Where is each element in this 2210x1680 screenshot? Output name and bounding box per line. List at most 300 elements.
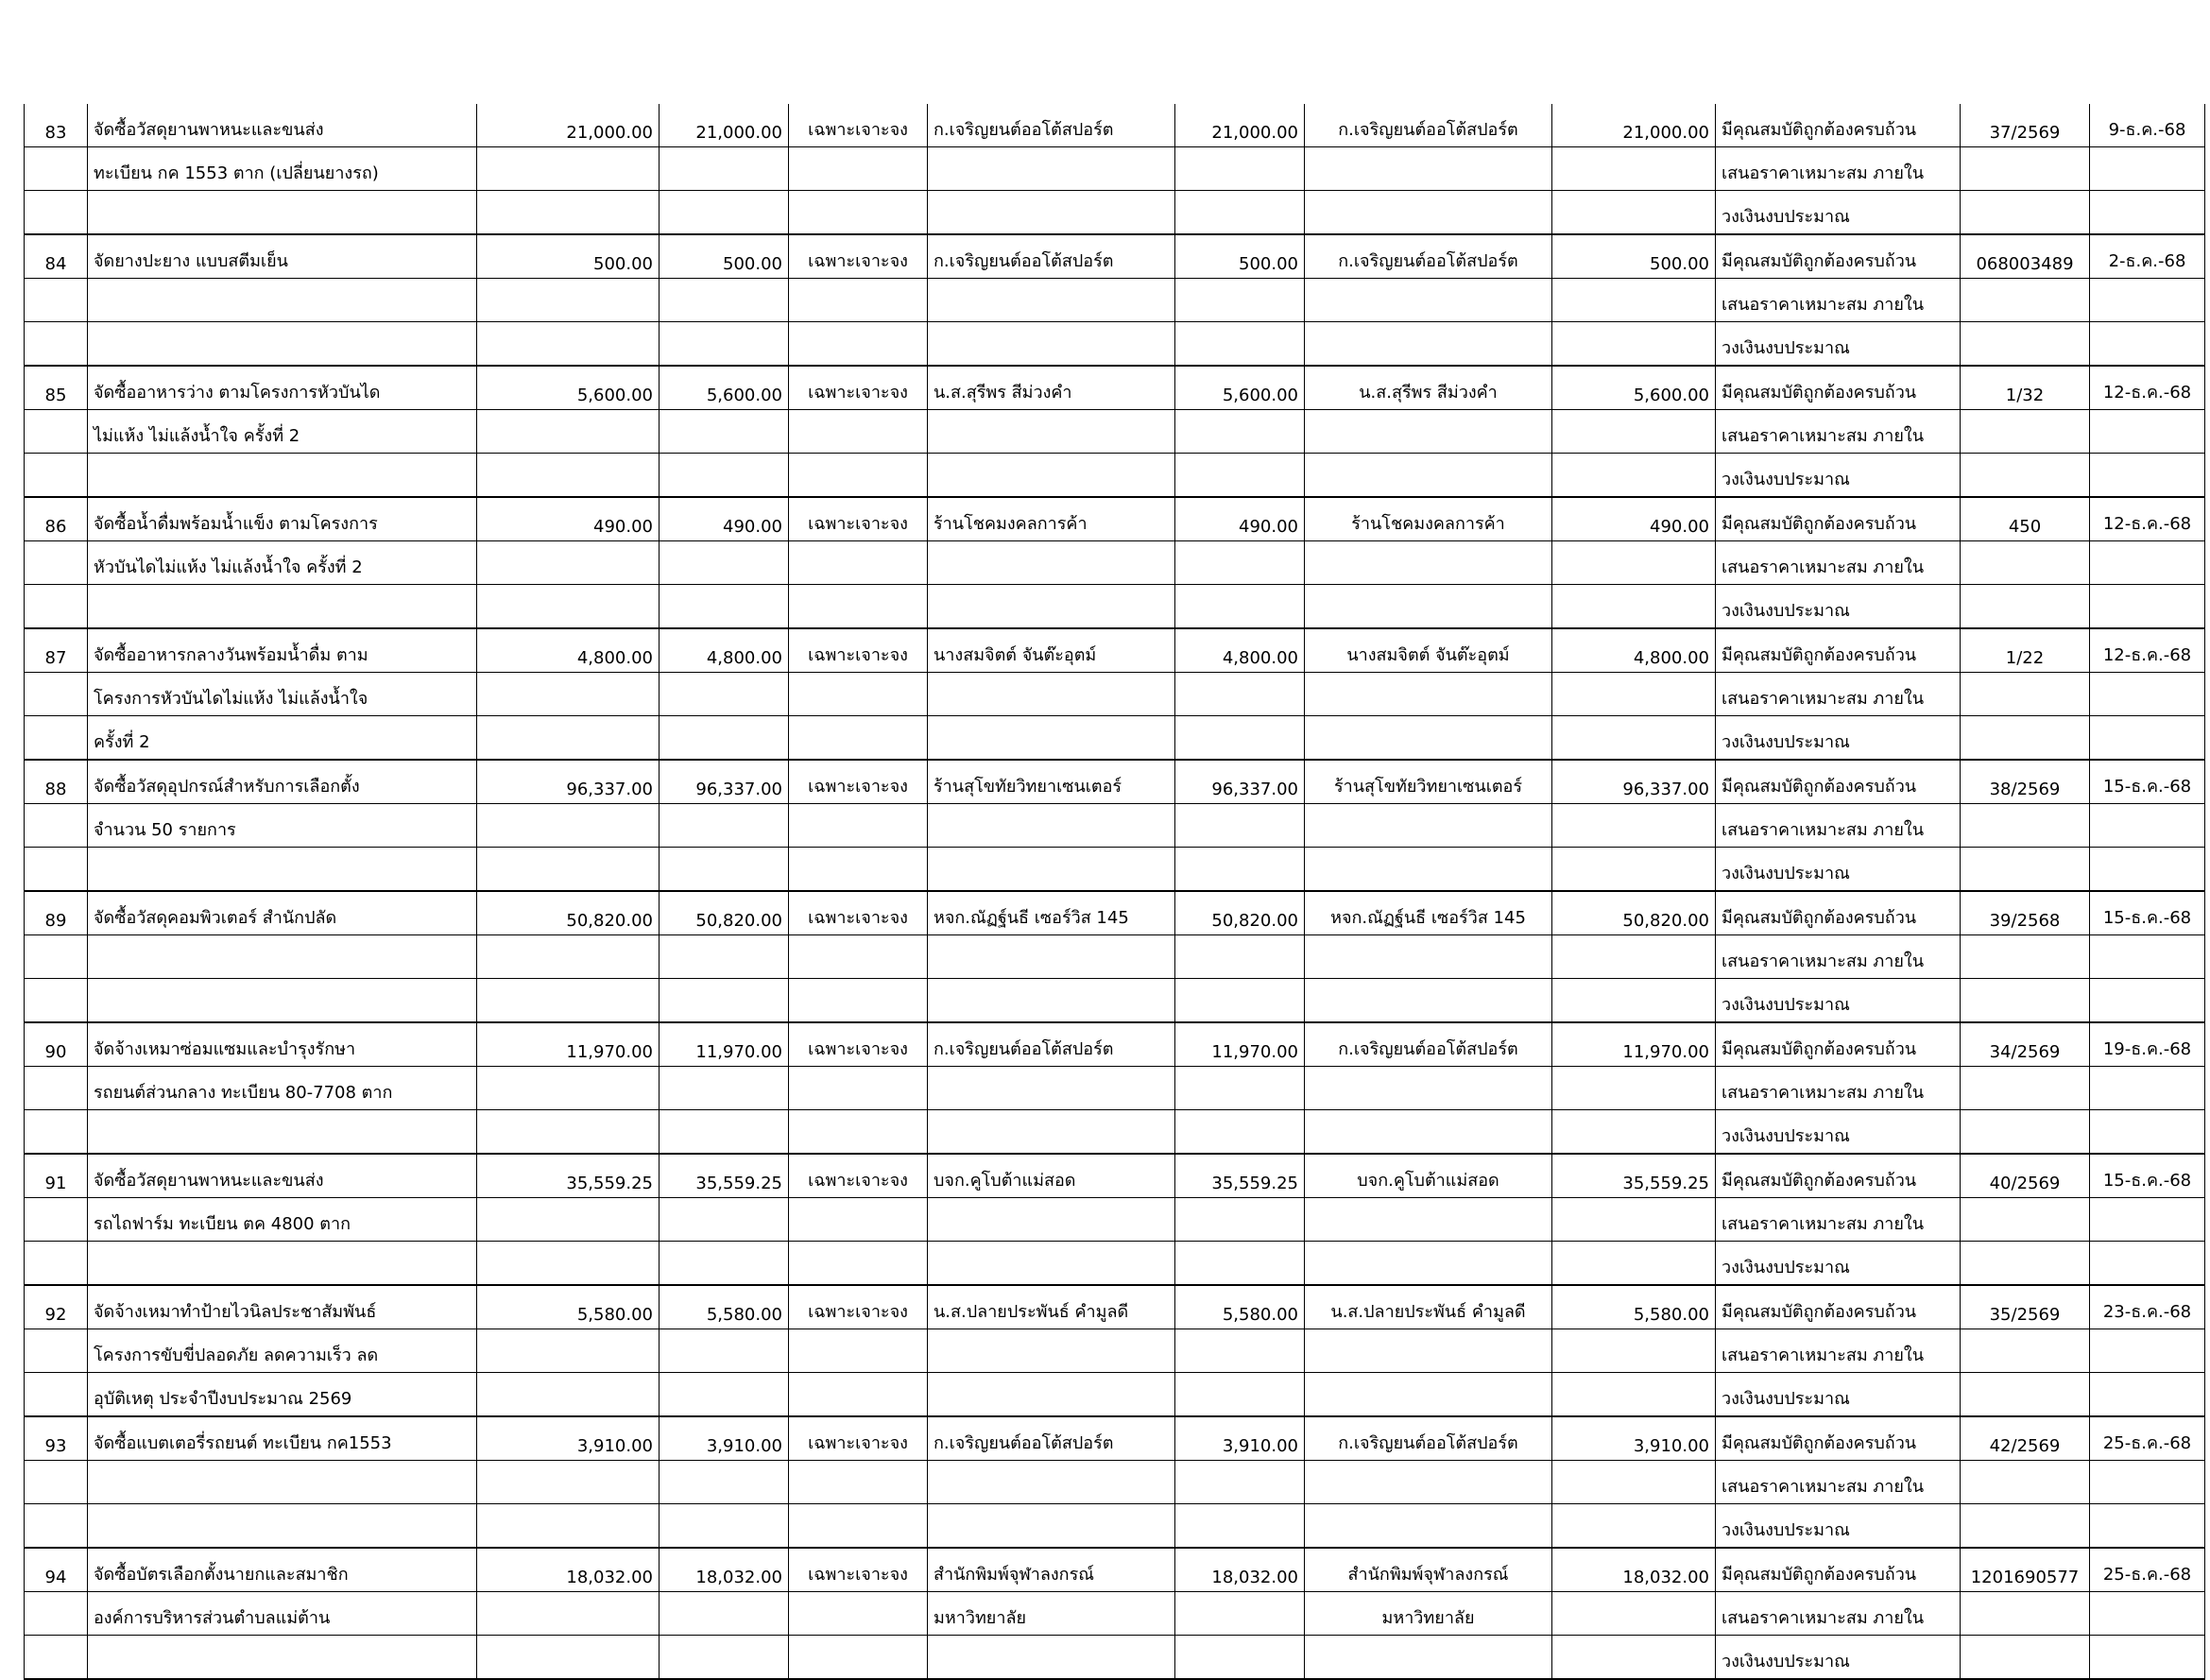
row-number	[25, 979, 88, 1023]
row-number: 83	[25, 104, 88, 147]
winning-price: 11,970.00	[1552, 1022, 1716, 1067]
median-price	[660, 1461, 789, 1504]
row-number: 89	[25, 891, 88, 935]
procurement-table-body	[25, 104, 2205, 1679]
bid-price	[1175, 935, 1305, 979]
bidder-name: นางสมจิตต์ จันต๊ะอุตม์	[928, 628, 1175, 673]
procurement-sheet	[24, 104, 2204, 1680]
row-number	[25, 848, 88, 892]
bid-price	[1175, 322, 1305, 367]
winner-name: ร้านโชคมงคลการค้า	[1305, 497, 1552, 541]
bidder-name	[928, 848, 1175, 892]
document-date	[2090, 935, 2205, 979]
item-description: จัดจ้างเหมาทำป้ายไวนิลประชาสัมพันธ์	[88, 1285, 477, 1329]
winning-price	[1552, 585, 1716, 629]
bidder-name: น.ส.สุรีพร สีม่วงคำ	[928, 366, 1175, 410]
winning-price	[1552, 1461, 1716, 1504]
row-number	[25, 1198, 88, 1242]
selection-reason: เสนอราคาเหมาะสม ภายใน	[1716, 1329, 1961, 1373]
winning-price	[1552, 1242, 1716, 1286]
winner-name	[1305, 716, 1552, 761]
median-price	[660, 1242, 789, 1286]
budget-amount	[477, 1329, 660, 1373]
bid-price	[1175, 279, 1305, 322]
document-number: 42/2569	[1961, 1416, 2090, 1461]
procurement-method: เฉพาะเจาะจง	[789, 1285, 928, 1329]
bidder-name	[928, 147, 1175, 191]
median-price: 5,580.00	[660, 1285, 789, 1329]
item-description	[88, 935, 477, 979]
winning-price: 21,000.00	[1552, 104, 1716, 147]
document-date	[2090, 1198, 2205, 1242]
document-number	[1961, 322, 2090, 367]
row-number	[25, 935, 88, 979]
table-row	[25, 1285, 2205, 1329]
winner-name	[1305, 848, 1552, 892]
selection-reason: วงเงินงบประมาณ	[1716, 1242, 1961, 1286]
procurement-method	[789, 1329, 928, 1373]
bid-price	[1175, 716, 1305, 761]
table-row	[25, 891, 2205, 935]
document-number	[1961, 1242, 2090, 1286]
winning-price: 5,600.00	[1552, 366, 1716, 410]
table-row	[25, 1416, 2205, 1461]
document-number	[1961, 1636, 2090, 1680]
item-description	[88, 585, 477, 629]
document-number	[1961, 541, 2090, 585]
bidder-name	[928, 1461, 1175, 1504]
document-number	[1961, 1373, 2090, 1417]
median-price	[660, 804, 789, 848]
bidder-name	[928, 1329, 1175, 1373]
document-date	[2090, 585, 2205, 629]
document-number	[1961, 1592, 2090, 1636]
document-date	[2090, 1329, 2205, 1373]
procurement-method	[789, 935, 928, 979]
bid-price	[1175, 1329, 1305, 1373]
document-number	[1961, 935, 2090, 979]
document-number: 40/2569	[1961, 1154, 2090, 1198]
winning-price	[1552, 935, 1716, 979]
bidder-name	[928, 585, 1175, 629]
winner-name	[1305, 322, 1552, 367]
selection-reason: เสนอราคาเหมาะสม ภายใน	[1716, 673, 1961, 716]
median-price: 50,820.00	[660, 891, 789, 935]
item-description	[88, 1110, 477, 1155]
budget-amount	[477, 1067, 660, 1110]
winner-name	[1305, 1461, 1552, 1504]
row-number: 94	[25, 1548, 88, 1592]
selection-reason: วงเงินงบประมาณ	[1716, 1110, 1961, 1155]
selection-reason: วงเงินงบประมาณ	[1716, 1504, 1961, 1549]
table-row-continuation	[25, 541, 2205, 585]
document-date	[2090, 191, 2205, 235]
bid-price: 500.00	[1175, 234, 1305, 279]
bid-price	[1175, 147, 1305, 191]
document-number: 068003489	[1961, 234, 2090, 279]
procurement-method: เฉพาะเจาะจง	[789, 628, 928, 673]
document-date: 23-ธ.ค.-68	[2090, 1285, 2205, 1329]
winner-name: มหาวิทยาลัย	[1305, 1592, 1552, 1636]
selection-reason: เสนอราคาเหมาะสม ภายใน	[1716, 147, 1961, 191]
document-date	[2090, 848, 2205, 892]
row-number	[25, 673, 88, 716]
bidder-name	[928, 1373, 1175, 1417]
row-number	[25, 541, 88, 585]
budget-amount	[477, 1198, 660, 1242]
budget-amount: 4,800.00	[477, 628, 660, 673]
winning-price: 35,559.25	[1552, 1154, 1716, 1198]
document-date	[2090, 1242, 2205, 1286]
bid-price: 5,580.00	[1175, 1285, 1305, 1329]
winner-name	[1305, 585, 1552, 629]
document-number: 1/32	[1961, 366, 2090, 410]
row-number: 90	[25, 1022, 88, 1067]
budget-amount	[477, 1461, 660, 1504]
median-price	[660, 1504, 789, 1549]
winner-name: ก.เจริญยนต์ออโต้สปอร์ต	[1305, 1416, 1552, 1461]
procurement-method	[789, 1110, 928, 1155]
procurement-method: เฉพาะเจาะจง	[789, 1416, 928, 1461]
procurement-method: เฉพาะเจาะจง	[789, 104, 928, 147]
budget-amount	[477, 848, 660, 892]
bid-price: 21,000.00	[1175, 104, 1305, 147]
table-row	[25, 1022, 2205, 1067]
median-price: 96,337.00	[660, 760, 789, 804]
winning-price	[1552, 1110, 1716, 1155]
winning-price	[1552, 1329, 1716, 1373]
row-number	[25, 1110, 88, 1155]
winning-price	[1552, 1373, 1716, 1417]
item-description: จัดซื้อน้ำดื่มพร้อมน้ำแข็ง ตามโครงการ	[88, 497, 477, 541]
row-number	[25, 322, 88, 367]
winning-price	[1552, 454, 1716, 498]
document-date: 12-ธ.ค.-68	[2090, 497, 2205, 541]
table-row	[25, 234, 2205, 279]
document-number: 39/2568	[1961, 891, 2090, 935]
budget-amount	[477, 935, 660, 979]
budget-amount	[477, 585, 660, 629]
winning-price: 4,800.00	[1552, 628, 1716, 673]
row-number	[25, 804, 88, 848]
procurement-method: เฉพาะเจาะจง	[789, 366, 928, 410]
procurement-method	[789, 1373, 928, 1417]
winning-price	[1552, 1067, 1716, 1110]
item-description	[88, 454, 477, 498]
row-number: 84	[25, 234, 88, 279]
bidder-name: ร้านสุโขทัยวิทยาเซนเตอร์	[928, 760, 1175, 804]
bid-price: 35,559.25	[1175, 1154, 1305, 1198]
winner-name: สำนักพิมพ์จุฬาลงกรณ์	[1305, 1548, 1552, 1592]
bidder-name: ก.เจริญยนต์ออโต้สปอร์ต	[928, 234, 1175, 279]
selection-reason: มีคุณสมบัติถูกต้องครบถ้วน	[1716, 760, 1961, 804]
bid-price	[1175, 979, 1305, 1023]
bidder-name	[928, 935, 1175, 979]
document-date	[2090, 541, 2205, 585]
budget-amount: 5,580.00	[477, 1285, 660, 1329]
median-price: 11,970.00	[660, 1022, 789, 1067]
winner-name	[1305, 191, 1552, 235]
budget-amount: 96,337.00	[477, 760, 660, 804]
procurement-method	[789, 1461, 928, 1504]
bidder-name: มหาวิทยาลัย	[928, 1592, 1175, 1636]
budget-amount	[477, 191, 660, 235]
document-date: 25-ธ.ค.-68	[2090, 1548, 2205, 1592]
winning-price	[1552, 1504, 1716, 1549]
budget-amount	[477, 1242, 660, 1286]
median-price: 3,910.00	[660, 1416, 789, 1461]
bidder-name: สำนักพิมพ์จุฬาลงกรณ์	[928, 1548, 1175, 1592]
document-date	[2090, 1461, 2205, 1504]
item-description: ทะเบียน กค 1553 ตาก (เปลี่ยนยางรถ)	[88, 147, 477, 191]
median-price	[660, 1067, 789, 1110]
bid-price: 5,600.00	[1175, 366, 1305, 410]
document-number	[1961, 979, 2090, 1023]
selection-reason: มีคุณสมบัติถูกต้องครบถ้วน	[1716, 366, 1961, 410]
bid-price	[1175, 804, 1305, 848]
winner-name	[1305, 1110, 1552, 1155]
median-price	[660, 935, 789, 979]
document-number: 37/2569	[1961, 104, 2090, 147]
bid-price	[1175, 1373, 1305, 1417]
table-row	[25, 366, 2205, 410]
selection-reason: เสนอราคาเหมาะสม ภายใน	[1716, 1592, 1961, 1636]
selection-reason: เสนอราคาเหมาะสม ภายใน	[1716, 1461, 1961, 1504]
bidder-name	[928, 1242, 1175, 1286]
bid-price: 4,800.00	[1175, 628, 1305, 673]
bid-price	[1175, 673, 1305, 716]
winning-price: 96,337.00	[1552, 760, 1716, 804]
table-row-continuation	[25, 716, 2205, 761]
document-date: 2-ธ.ค.-68	[2090, 234, 2205, 279]
row-number	[25, 410, 88, 454]
procurement-method	[789, 1504, 928, 1549]
bid-price	[1175, 454, 1305, 498]
median-price: 500.00	[660, 234, 789, 279]
document-date	[2090, 673, 2205, 716]
bid-price: 50,820.00	[1175, 891, 1305, 935]
selection-reason: วงเงินงบประมาณ	[1716, 454, 1961, 498]
row-number	[25, 1636, 88, 1680]
median-price	[660, 1636, 789, 1680]
row-number	[25, 279, 88, 322]
budget-amount	[477, 1592, 660, 1636]
selection-reason: มีคุณสมบัติถูกต้องครบถ้วน	[1716, 497, 1961, 541]
selection-reason: มีคุณสมบัติถูกต้องครบถ้วน	[1716, 1154, 1961, 1198]
median-price: 4,800.00	[660, 628, 789, 673]
bidder-name	[928, 673, 1175, 716]
bid-price: 3,910.00	[1175, 1416, 1305, 1461]
item-description: หัวบันไดไม่แห้ง ไม่แล้งน้ำใจ ครั้งที่ 2	[88, 541, 477, 585]
table-row-continuation	[25, 848, 2205, 892]
winning-price: 500.00	[1552, 234, 1716, 279]
table-row	[25, 760, 2205, 804]
row-number	[25, 1242, 88, 1286]
budget-amount	[477, 716, 660, 761]
budget-amount	[477, 1636, 660, 1680]
table-row-continuation	[25, 1329, 2205, 1373]
bid-price	[1175, 410, 1305, 454]
selection-reason: วงเงินงบประมาณ	[1716, 585, 1961, 629]
document-number	[1961, 804, 2090, 848]
winning-price	[1552, 804, 1716, 848]
procurement-method	[789, 1636, 928, 1680]
winner-name: นางสมจิตต์ จันต๊ะอุตม์	[1305, 628, 1552, 673]
document-date	[2090, 279, 2205, 322]
bid-price	[1175, 1592, 1305, 1636]
row-number	[25, 1067, 88, 1110]
winning-price	[1552, 322, 1716, 367]
document-date	[2090, 410, 2205, 454]
document-number	[1961, 716, 2090, 761]
row-number	[25, 1461, 88, 1504]
selection-reason: มีคุณสมบัติถูกต้องครบถ้วน	[1716, 1285, 1961, 1329]
budget-amount	[477, 1110, 660, 1155]
median-price	[660, 1329, 789, 1373]
document-date	[2090, 716, 2205, 761]
row-number	[25, 1373, 88, 1417]
selection-reason: เสนอราคาเหมาะสม ภายใน	[1716, 1198, 1961, 1242]
procurement-method	[789, 1242, 928, 1286]
document-number	[1961, 848, 2090, 892]
item-description	[88, 848, 477, 892]
document-date	[2090, 804, 2205, 848]
document-number	[1961, 585, 2090, 629]
winner-name	[1305, 147, 1552, 191]
bid-price	[1175, 1067, 1305, 1110]
budget-amount	[477, 454, 660, 498]
median-price	[660, 191, 789, 235]
procurement-method	[789, 454, 928, 498]
winning-price	[1552, 673, 1716, 716]
winner-name	[1305, 1067, 1552, 1110]
winner-name	[1305, 1373, 1552, 1417]
budget-amount: 50,820.00	[477, 891, 660, 935]
selection-reason: วงเงินงบประมาณ	[1716, 1373, 1961, 1417]
winner-name	[1305, 1636, 1552, 1680]
row-number: 88	[25, 760, 88, 804]
bidder-name	[928, 541, 1175, 585]
item-description	[88, 191, 477, 235]
item-description: อุบัติเหตุ ประจำปีงบประมาณ 2569	[88, 1373, 477, 1417]
item-description: ไม่แห้ง ไม่แล้งน้ำใจ ครั้งที่ 2	[88, 410, 477, 454]
item-description	[88, 1504, 477, 1549]
bid-price: 11,970.00	[1175, 1022, 1305, 1067]
winning-price: 5,580.00	[1552, 1285, 1716, 1329]
median-price	[660, 1110, 789, 1155]
bidder-name: ร้านโชคมงคลการค้า	[928, 497, 1175, 541]
budget-amount: 35,559.25	[477, 1154, 660, 1198]
procurement-method: เฉพาะเจาะจง	[789, 1548, 928, 1592]
table-row-continuation	[25, 979, 2205, 1023]
bid-price	[1175, 1242, 1305, 1286]
bid-price	[1175, 1461, 1305, 1504]
procurement-method: เฉพาะเจาะจง	[789, 497, 928, 541]
selection-reason: เสนอราคาเหมาะสม ภายใน	[1716, 541, 1961, 585]
item-description	[88, 322, 477, 367]
median-price	[660, 279, 789, 322]
document-date	[2090, 1636, 2205, 1680]
median-price	[660, 716, 789, 761]
winning-price	[1552, 848, 1716, 892]
row-number	[25, 716, 88, 761]
document-number: 450	[1961, 497, 2090, 541]
row-number	[25, 1329, 88, 1373]
winner-name	[1305, 673, 1552, 716]
median-price	[660, 979, 789, 1023]
budget-amount: 500.00	[477, 234, 660, 279]
bid-price	[1175, 1110, 1305, 1155]
table-row-continuation	[25, 804, 2205, 848]
winner-name: น.ส.ปลายประพันธ์ คำมูลดี	[1305, 1285, 1552, 1329]
row-number	[25, 454, 88, 498]
winner-name: บจก.คูโบต้าแม่สอด	[1305, 1154, 1552, 1198]
budget-amount	[477, 147, 660, 191]
table-row-continuation	[25, 1067, 2205, 1110]
selection-reason: เสนอราคาเหมาะสม ภายใน	[1716, 935, 1961, 979]
table-row	[25, 1548, 2205, 1592]
table-row-continuation	[25, 935, 2205, 979]
table-row	[25, 1154, 2205, 1198]
item-description: จัดซื้ออาหารกลางวันพร้อมน้ำดื่ม ตาม	[88, 628, 477, 673]
document-date	[2090, 1504, 2205, 1549]
procurement-table	[24, 104, 2205, 1680]
item-description: จัดซื้อวัสดุยานพาหนะและขนส่ง	[88, 1154, 477, 1198]
bidder-name: ก.เจริญยนต์ออโต้สปอร์ต	[928, 104, 1175, 147]
winner-name	[1305, 1198, 1552, 1242]
bidder-name	[928, 454, 1175, 498]
winning-price	[1552, 147, 1716, 191]
document-date	[2090, 454, 2205, 498]
document-number: 1201690577	[1961, 1548, 2090, 1592]
bidder-name	[928, 1504, 1175, 1549]
winner-name	[1305, 1504, 1552, 1549]
bidder-name: น.ส.ปลายประพันธ์ คำมูลดี	[928, 1285, 1175, 1329]
row-number	[25, 191, 88, 235]
document-date	[2090, 979, 2205, 1023]
winner-name	[1305, 979, 1552, 1023]
winner-name	[1305, 410, 1552, 454]
winning-price	[1552, 541, 1716, 585]
procurement-method	[789, 191, 928, 235]
winner-name	[1305, 279, 1552, 322]
document-number	[1961, 1198, 2090, 1242]
document-date: 9-ธ.ค.-68	[2090, 104, 2205, 147]
bid-price	[1175, 1636, 1305, 1680]
table-row-continuation	[25, 673, 2205, 716]
bidder-name	[928, 279, 1175, 322]
procurement-method	[789, 541, 928, 585]
budget-amount: 18,032.00	[477, 1548, 660, 1592]
winner-name: ก.เจริญยนต์ออโต้สปอร์ต	[1305, 104, 1552, 147]
item-description: องค์การบริหารส่วนตำบลแม่ต้าน	[88, 1592, 477, 1636]
document-date	[2090, 322, 2205, 367]
bidder-name: ก.เจริญยนต์ออโต้สปอร์ต	[928, 1416, 1175, 1461]
selection-reason: มีคุณสมบัติถูกต้องครบถ้วน	[1716, 1022, 1961, 1067]
item-description	[88, 1636, 477, 1680]
selection-reason: เสนอราคาเหมาะสม ภายใน	[1716, 279, 1961, 322]
document-number	[1961, 1067, 2090, 1110]
winning-price	[1552, 1198, 1716, 1242]
winning-price	[1552, 279, 1716, 322]
winner-name	[1305, 804, 1552, 848]
budget-amount: 11,970.00	[477, 1022, 660, 1067]
winner-name	[1305, 1329, 1552, 1373]
table-row-continuation	[25, 1242, 2205, 1286]
winning-price	[1552, 716, 1716, 761]
row-number: 85	[25, 366, 88, 410]
item-description: จัดซื้อแบตเตอรี่รถยนต์ ทะเบียน กค1553	[88, 1416, 477, 1461]
